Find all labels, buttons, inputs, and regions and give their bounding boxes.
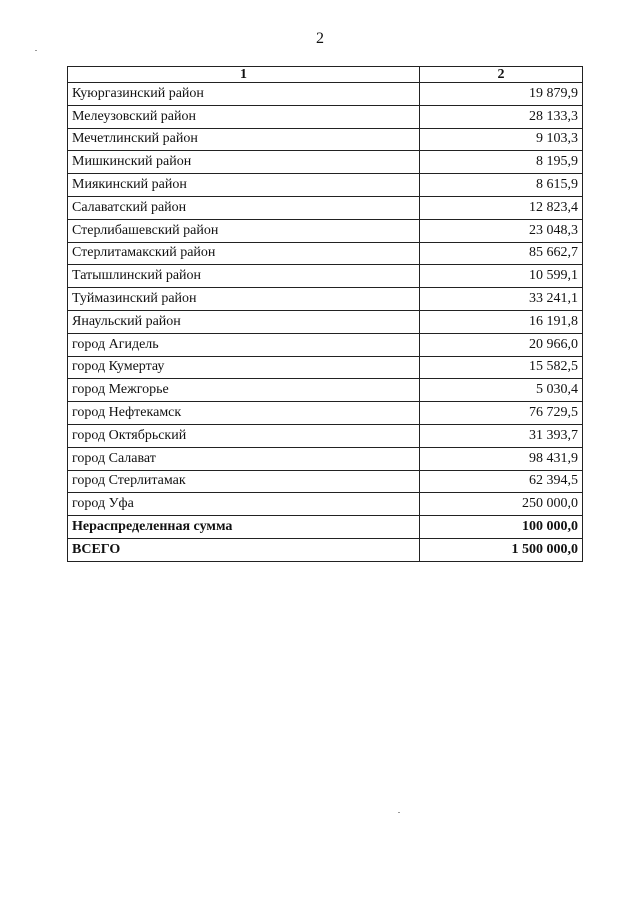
table-row (68, 128, 583, 151)
table-body (68, 83, 583, 516)
row-name: Янаульский район (68, 310, 420, 333)
table-row (68, 242, 583, 265)
row-value: 62 394,5 (420, 470, 583, 493)
scan-speck (35, 50, 37, 51)
row-value: 8 195,9 (420, 151, 583, 174)
page-number: 2 (316, 30, 324, 47)
row-value: 28 133,3 (420, 105, 583, 128)
row-name: город Кумертау (68, 356, 420, 379)
table-row (68, 151, 583, 174)
row-value: 85 662,7 (420, 242, 583, 265)
table-row (68, 470, 583, 493)
table-row (68, 402, 583, 425)
table-row (68, 447, 583, 470)
unallocated-label: Нераспределенная сумма (68, 516, 420, 539)
table-row (68, 493, 583, 516)
unallocated-value: 100 000,0 (420, 516, 583, 539)
row-name: Татышлинский район (68, 265, 420, 288)
table-row (68, 83, 583, 106)
total-value: 1 500 000,0 (420, 538, 583, 561)
row-name: город Стерлитамак (68, 470, 420, 493)
row-name: город Нефтекамск (68, 402, 420, 425)
table-row (68, 356, 583, 379)
row-value: 250 000,0 (420, 493, 583, 516)
scan-speck (398, 812, 400, 813)
table-row (68, 333, 583, 356)
row-value: 33 241,1 (420, 288, 583, 311)
table-row (68, 310, 583, 333)
column-header-2: 2 (420, 67, 583, 83)
table-row (68, 424, 583, 447)
unallocated-row (68, 516, 583, 539)
row-value: 31 393,7 (420, 424, 583, 447)
table-header-row (68, 67, 583, 83)
row-name: город Октябрьский (68, 424, 420, 447)
column-header-1: 1 (68, 67, 420, 83)
row-name: Мишкинский район (68, 151, 420, 174)
row-name: Мелеузовский район (68, 105, 420, 128)
row-value: 10 599,1 (420, 265, 583, 288)
row-name: город Уфа (68, 493, 420, 516)
table-row (68, 288, 583, 311)
row-value: 20 966,0 (420, 333, 583, 356)
row-name: Стерлибашевский район (68, 219, 420, 242)
allocation-table (67, 66, 583, 562)
table-row (68, 265, 583, 288)
row-name: Куюргазинский район (68, 83, 420, 106)
row-value: 9 103,3 (420, 128, 583, 151)
table-row (68, 196, 583, 219)
row-value: 5 030,4 (420, 379, 583, 402)
row-value: 12 823,4 (420, 196, 583, 219)
row-name: город Агидель (68, 333, 420, 356)
row-name: Миякинский район (68, 174, 420, 197)
row-value: 16 191,8 (420, 310, 583, 333)
total-row (68, 538, 583, 561)
row-value: 8 615,9 (420, 174, 583, 197)
table-row (68, 174, 583, 197)
row-value: 76 729,5 (420, 402, 583, 425)
row-value: 98 431,9 (420, 447, 583, 470)
row-name: Мечетлинский район (68, 128, 420, 151)
row-name: город Межгорье (68, 379, 420, 402)
row-name: Туймазинский район (68, 288, 420, 311)
row-value: 23 048,3 (420, 219, 583, 242)
row-name: Стерлитамакский район (68, 242, 420, 265)
row-name: город Салават (68, 447, 420, 470)
row-name: Салаватский район (68, 196, 420, 219)
table-row (68, 379, 583, 402)
row-value: 19 879,9 (420, 83, 583, 106)
table-row (68, 105, 583, 128)
total-label: ВСЕГО (68, 538, 420, 561)
table-row (68, 219, 583, 242)
row-value: 15 582,5 (420, 356, 583, 379)
